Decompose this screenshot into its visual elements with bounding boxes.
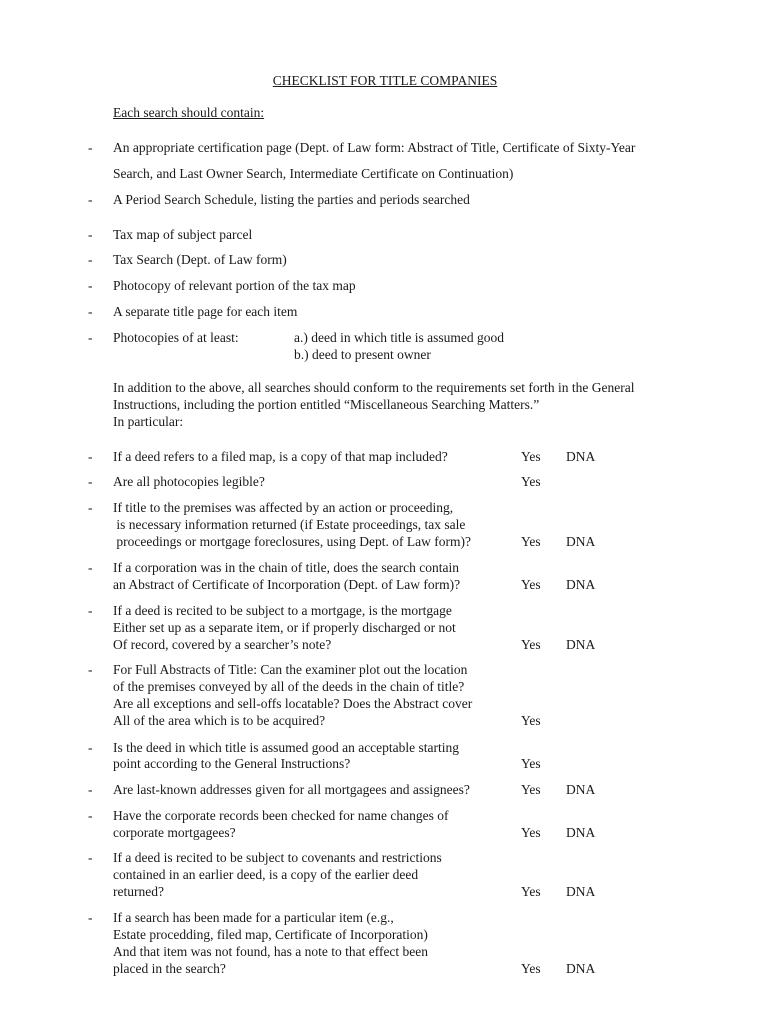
question-text: Have the corporate records been checked for name changes of bbox=[113, 808, 449, 823]
bullet-dash: - bbox=[88, 330, 93, 345]
question-text: Of record, covered by a searcher’s note? bbox=[113, 637, 332, 652]
question-text: is necessary information returned (if Estate proceedings, tax sale bbox=[113, 517, 466, 532]
dna-option: DNA bbox=[566, 825, 596, 840]
question-text: Are all exceptions and sell-offs locatable? Does the Abstract cover bbox=[113, 696, 473, 711]
question-text: If a deed is recited to be subject to covenants and restrictions bbox=[113, 850, 442, 865]
yes-option: Yes bbox=[521, 884, 541, 899]
dna-option: DNA bbox=[566, 884, 596, 899]
bullet-dash: - bbox=[88, 850, 93, 865]
item-text: Tax map of subject parcel bbox=[113, 227, 253, 242]
bullet-dash: - bbox=[88, 140, 93, 155]
bullet-dash: - bbox=[88, 782, 93, 797]
question-text: returned? bbox=[113, 884, 164, 899]
question-text: Either set up as a separate item, or if properly discharged or not bbox=[113, 620, 456, 635]
yes-option: Yes bbox=[521, 756, 541, 771]
item-text: Photocopies of at least: bbox=[113, 330, 239, 345]
bullet-dash: - bbox=[88, 500, 93, 515]
question-text: If a search has been made for a particular item (e.g., bbox=[113, 910, 394, 925]
dna-option: DNA bbox=[566, 449, 596, 464]
intro-line: In addition to the above, all searches should conform to the requirements set forth in the General bbox=[113, 380, 635, 395]
question-text: Is the deed in which title is assumed good an acceptable starting bbox=[113, 740, 460, 755]
question-text: point according to the General Instructions? bbox=[113, 756, 351, 771]
bullet-dash: - bbox=[88, 910, 93, 925]
question-text: For Full Abstracts of Title: Can the examiner plot out the location bbox=[113, 662, 468, 677]
question-text: And that item was not found, has a note to that effect been bbox=[113, 944, 429, 959]
dna-option: DNA bbox=[566, 534, 596, 549]
bullet-dash: - bbox=[88, 192, 93, 207]
question-text: placed in the search? bbox=[113, 961, 226, 976]
page-title: CHECKLIST FOR TITLE COMPANIES bbox=[272, 73, 498, 88]
bullet-dash: - bbox=[88, 740, 93, 755]
bullet-dash: - bbox=[88, 560, 93, 575]
question-text: Estate procedding, filed map, Certificate of Incorporation) bbox=[113, 927, 428, 942]
bullet-dash: - bbox=[88, 449, 93, 464]
yes-option: Yes bbox=[521, 449, 541, 464]
bullet-dash: - bbox=[88, 227, 93, 242]
bullet-dash: - bbox=[88, 808, 93, 823]
question-text: contained in an earlier deed, is a copy of the earlier deed bbox=[113, 867, 419, 882]
yes-option: Yes bbox=[521, 534, 541, 549]
yes-option: Yes bbox=[521, 713, 541, 728]
dna-option: DNA bbox=[566, 637, 596, 652]
yes-option: Yes bbox=[521, 961, 541, 976]
bullet-dash: - bbox=[88, 603, 93, 618]
section-subtitle: Each search should contain: bbox=[113, 105, 265, 120]
item-text: An appropriate certification page (Dept. of Law form: Abstract of Title, Certificate of Sixty-Year bbox=[113, 140, 636, 155]
item-text: Tax Search (Dept. of Law form) bbox=[113, 252, 287, 267]
item-text: Photocopy of relevant portion of the tax map bbox=[113, 278, 356, 293]
yes-option: Yes bbox=[521, 474, 541, 489]
bullet-dash: - bbox=[88, 474, 93, 489]
yes-option: Yes bbox=[521, 782, 541, 797]
question-text: of the premises conveyed by all of the deeds in the chain of title? bbox=[113, 679, 465, 694]
bullet-dash: - bbox=[88, 252, 93, 267]
bullet-dash: - bbox=[88, 278, 93, 293]
yes-option: Yes bbox=[521, 825, 541, 840]
question-text: proceedings or mortgage foreclosures, using Dept. of Law form)? bbox=[113, 534, 472, 549]
question-text: If a deed is recited to be subject to a mortgage, is the mortgage bbox=[113, 603, 452, 618]
yes-option: Yes bbox=[521, 577, 541, 592]
question-text: If a corporation was in the chain of title, does the search contain bbox=[113, 560, 459, 575]
bullet-dash: - bbox=[88, 304, 93, 319]
intro-line: In particular: bbox=[113, 414, 184, 429]
question-text: Are all photocopies legible? bbox=[113, 474, 265, 489]
item-text: A Period Search Schedule, listing the parties and periods searched bbox=[113, 192, 470, 207]
dna-option: DNA bbox=[566, 577, 596, 592]
dna-option: DNA bbox=[566, 782, 596, 797]
question-text: an Abstract of Certificate of Incorporation (Dept. of Law form)? bbox=[113, 577, 461, 592]
question-text: corporate mortgagees? bbox=[113, 825, 236, 840]
sub-item: a.) deed in which title is assumed good bbox=[294, 330, 504, 345]
yes-option: Yes bbox=[521, 637, 541, 652]
item-text: Search, and Last Owner Search, Intermediate Certificate on Continuation) bbox=[113, 166, 514, 181]
question-text: If title to the premises was affected by an action or proceeding, bbox=[113, 500, 454, 515]
question-text: If a deed refers to a filed map, is a copy of that map included? bbox=[113, 449, 448, 464]
intro-line: Instructions, including the portion entitled “Miscellaneous Searching Matters.” bbox=[113, 397, 540, 412]
bullet-dash: - bbox=[88, 662, 93, 677]
dna-option: DNA bbox=[566, 961, 596, 976]
item-text: A separate title page for each item bbox=[113, 304, 298, 319]
question-text: All of the area which is to be acquired? bbox=[113, 713, 326, 728]
question-text: Are last-known addresses given for all mortgagees and assignees? bbox=[113, 782, 470, 797]
sub-item: b.) deed to present owner bbox=[294, 347, 431, 362]
